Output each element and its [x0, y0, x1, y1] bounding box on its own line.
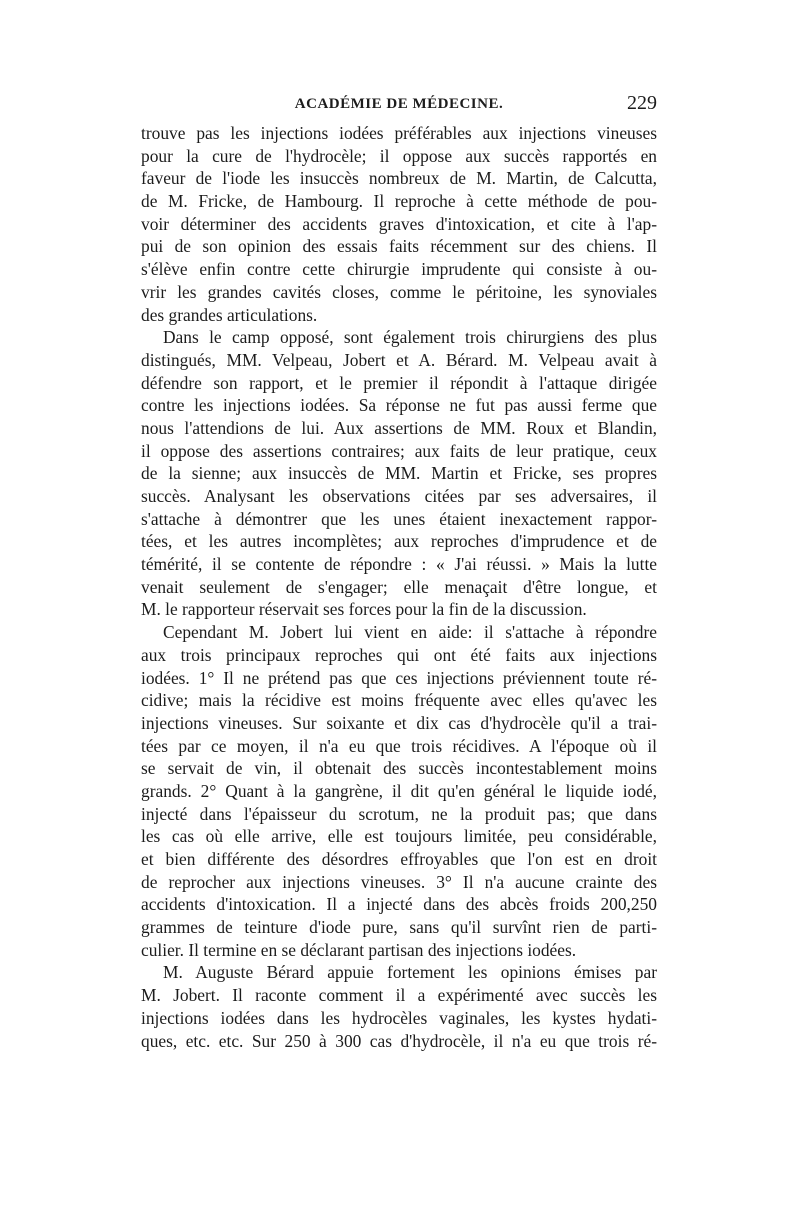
- text-line: tées, et les autres incomplètes; aux reproches d'imprudence et de: [141, 531, 657, 552]
- text-line: injections vineuses. Sur soixante et dix cas d'hydrocèle qu'il a trai-: [141, 712, 657, 733]
- text-line: pui de son opinion des essais faits récemment sur des chiens. Il: [141, 236, 657, 257]
- running-title: ACADÉMIE DE MÉDECINE.: [294, 96, 504, 112]
- text-line: des grandes articulations.: [141, 304, 318, 325]
- text-line: Dans le camp opposé, sont également trois chirurgiens des plus: [163, 327, 657, 348]
- text-line: les cas où elle arrive, elle est toujours limitée, peu considérable,: [141, 826, 657, 847]
- text-line: M. Auguste Bérard appuie fortement les opinions émises par: [163, 962, 657, 983]
- text-line: trouve pas les injections iodées préférables aux injections vineuses: [141, 123, 657, 143]
- text-line: distingués, MM. Velpeau, Jobert et A. Bérard. M. Velpeau avait à: [141, 349, 657, 370]
- book-page: [141, 92, 657, 1052]
- text-line: ques, etc. etc. Sur 250 à 300 cas d'hydrocèle, il n'a eu que trois ré-: [141, 1030, 657, 1051]
- text-line: grammes de teinture d'iode pure, sans qu'il survînt rien de parti-: [141, 917, 657, 938]
- text-line: défendre son rapport, et le premier il répondit à l'attaque dirigée: [141, 372, 657, 393]
- text-line: de reprocher aux injections vineuses. 3° Il n'a aucune crainte des: [141, 871, 657, 892]
- text-line: M. Jobert. Il raconte comment il a expérimenté avec succès les: [141, 985, 657, 1006]
- text-line: se servait de vin, il obtenait des succès incontestablement moins: [141, 758, 657, 779]
- text-line: grands. 2° Quant à la gangrène, il dit qu'en général le liquide iodé,: [141, 780, 657, 801]
- text-line: il oppose des assertions contraires; aux faits de leur pratique, ceux: [141, 440, 657, 461]
- text-line: iodées. 1° Il ne prétend pas que ces injections préviennent toute ré-: [141, 667, 657, 688]
- text-line: faveur de l'iode les insuccès nombreux de M. Martin, de Calcutta,: [141, 168, 657, 189]
- text-line: venait seulement de s'engager; elle menaçait d'être longue, et: [141, 576, 657, 597]
- text-line: culier. Il termine en se déclarant partisan des injections iodées.: [141, 939, 577, 960]
- text-line: injecté dans l'épaisseur du scrotum, ne la produit pas; que dans: [141, 803, 657, 824]
- text-line: accidents d'intoxication. Il a injecté dans des abcès froids 200,250: [141, 894, 657, 915]
- text-line: pour la cure de l'hydrocèle; il oppose aux succès rapportés en: [141, 145, 657, 166]
- text-line: de M. Fricke, de Hambourg. Il reproche à cette méthode de pou-: [141, 191, 657, 212]
- body-text: [141, 122, 657, 1052]
- text-line: voir déterminer des accidents graves d'intoxication, et cite à l'ap-: [141, 213, 657, 234]
- text-line: injections iodées dans les hydrocèles vaginales, les kystes hydati-: [141, 1007, 657, 1028]
- text-line: s'attache à démontrer que les unes étaient inexactement rappor-: [141, 508, 657, 529]
- text-line: de la sienne; aux insuccès de MM. Martin et Fricke, ses propres: [141, 463, 657, 484]
- text-line: tées par ce moyen, il n'a eu que trois récidives. A l'époque où il: [141, 735, 657, 756]
- text-line: nous l'attendions de lui. Aux assertions de MM. Roux et Blandin,: [141, 417, 657, 438]
- text-line: Cependant M. Jobert lui vient en aide: il s'attache à répondre: [163, 622, 657, 643]
- page-number: 229: [627, 92, 657, 114]
- text-line: contre les injections iodées. Sa réponse ne fut pas aussi ferme que: [141, 395, 657, 416]
- text-line: aux trois principaux reproches qui ont été faits aux injections: [141, 644, 657, 665]
- text-line: et bien différente des désordres effroyables que l'on est en droit: [141, 849, 657, 869]
- running-head: [141, 92, 657, 122]
- text-line: témérité, il se contente de répondre : « J'ai réussi. » Mais la lutte: [141, 554, 657, 575]
- text-line: s'élève enfin contre cette chirurgie imprudente qui consiste à ou-: [141, 259, 657, 280]
- text-line: vrir les grandes cavités closes, comme le péritoine, les synoviales: [141, 281, 657, 302]
- text-line: M. le rapporteur réservait ses forces pour la fin de la discussion.: [141, 599, 587, 620]
- text-line: cidive; mais la récidive est moins fréquente avec elles qu'avec les: [141, 690, 657, 711]
- text-line: succès. Analysant les observations citées par ses adversaires, il: [141, 486, 657, 506]
